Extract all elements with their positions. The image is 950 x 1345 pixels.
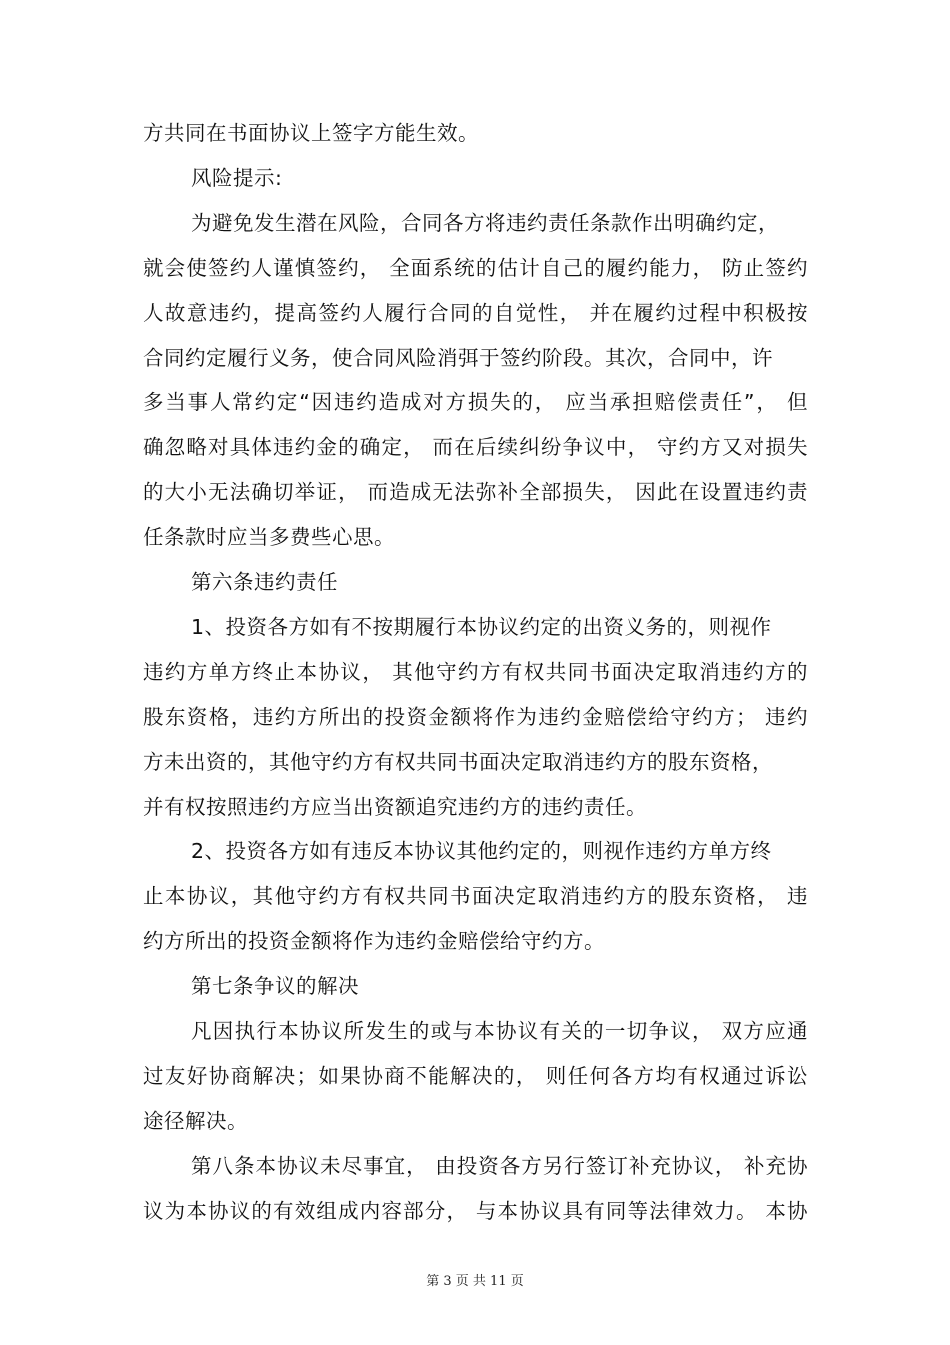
page-number-footer: 第 3 页 共 11 页 (426, 1274, 524, 1289)
text-line: 违约方单方终止本协议， 其他守约方有权共同书面决定取消违约方的 (143, 659, 808, 684)
text-line: 1、投资各方如有不按期履行本协议约定的出资义务的，则视作 (191, 614, 772, 639)
text-line: 第八条本协议未尽事宜， 由投资各方另行签订补充协议， 补充协 (191, 1153, 808, 1178)
text-line: 就会使签约人谨慎签约， 全面系统的估计自己的履约能力， 防止签约 (143, 255, 808, 280)
text-line: 议为本协议的有效组成内容部分， 与本协议具有同等法律效力。 本协 (143, 1198, 808, 1223)
text-line: 为避免发生潜在风险，合同各方将违约责任条款作出明确约定， (191, 210, 779, 235)
text-line: 方共同在书面协议上签字方能生效。 (143, 121, 479, 145)
text-line: 途径解决。 (143, 1108, 248, 1133)
text-line: 风险提示: (191, 165, 283, 190)
text-line: 人故意违约，提高签约人履行合同的自觉性， 并在履约过程中积极按 (143, 300, 808, 325)
text-line: 确忽略对具体违约金的确定， 而在后续纠纷争议中， 守约方又对损失 (143, 435, 808, 460)
text-line: 约方所出的投资金额将作为违约金赔偿给守约方。 (143, 929, 605, 954)
text-line: 止本协议，其他守约方有权共同书面决定取消违约方的股东资格， 违 (143, 884, 808, 909)
section-heading: 第七条争议的解决 (191, 974, 359, 999)
text-line: 股东资格，违约方所出的投资金额将作为违约金赔偿给守约方； 违约 (143, 704, 808, 729)
text-line: 方未出资的，其他守约方有权共同书面决定取消违约方的股东资格， (143, 749, 773, 774)
text-line: 过友好协商解决；如果协商不能解决的， 则任何各方均有权通过诉讼 (143, 1063, 808, 1088)
text-line: 2、投资各方如有违反本协议其他约定的，则视作违约方单方终 (191, 839, 772, 864)
text-line: 并有权按照违约方应当出资额追究违约方的违约责任。 (143, 794, 647, 819)
text-line: 凡因执行本协议所发生的或与本协议有关的一切争议， 双方应通 (191, 1019, 808, 1043)
text-line: 任条款时应当多费些心思。 (143, 525, 395, 550)
text-line: 合同约定履行义务，使合同风险消弭于签约阶段。其次，合同中，许 (143, 345, 773, 370)
text-line: 多当事人常约定“因违约造成对方损失的， 应当承担赔偿责任”， 但 (143, 390, 808, 415)
section-heading: 第六条违约责任 (191, 570, 338, 594)
text-line: 的大小无法确切举证， 而造成无法弥补全部损失， 因此在设置违约责 (143, 480, 808, 505)
